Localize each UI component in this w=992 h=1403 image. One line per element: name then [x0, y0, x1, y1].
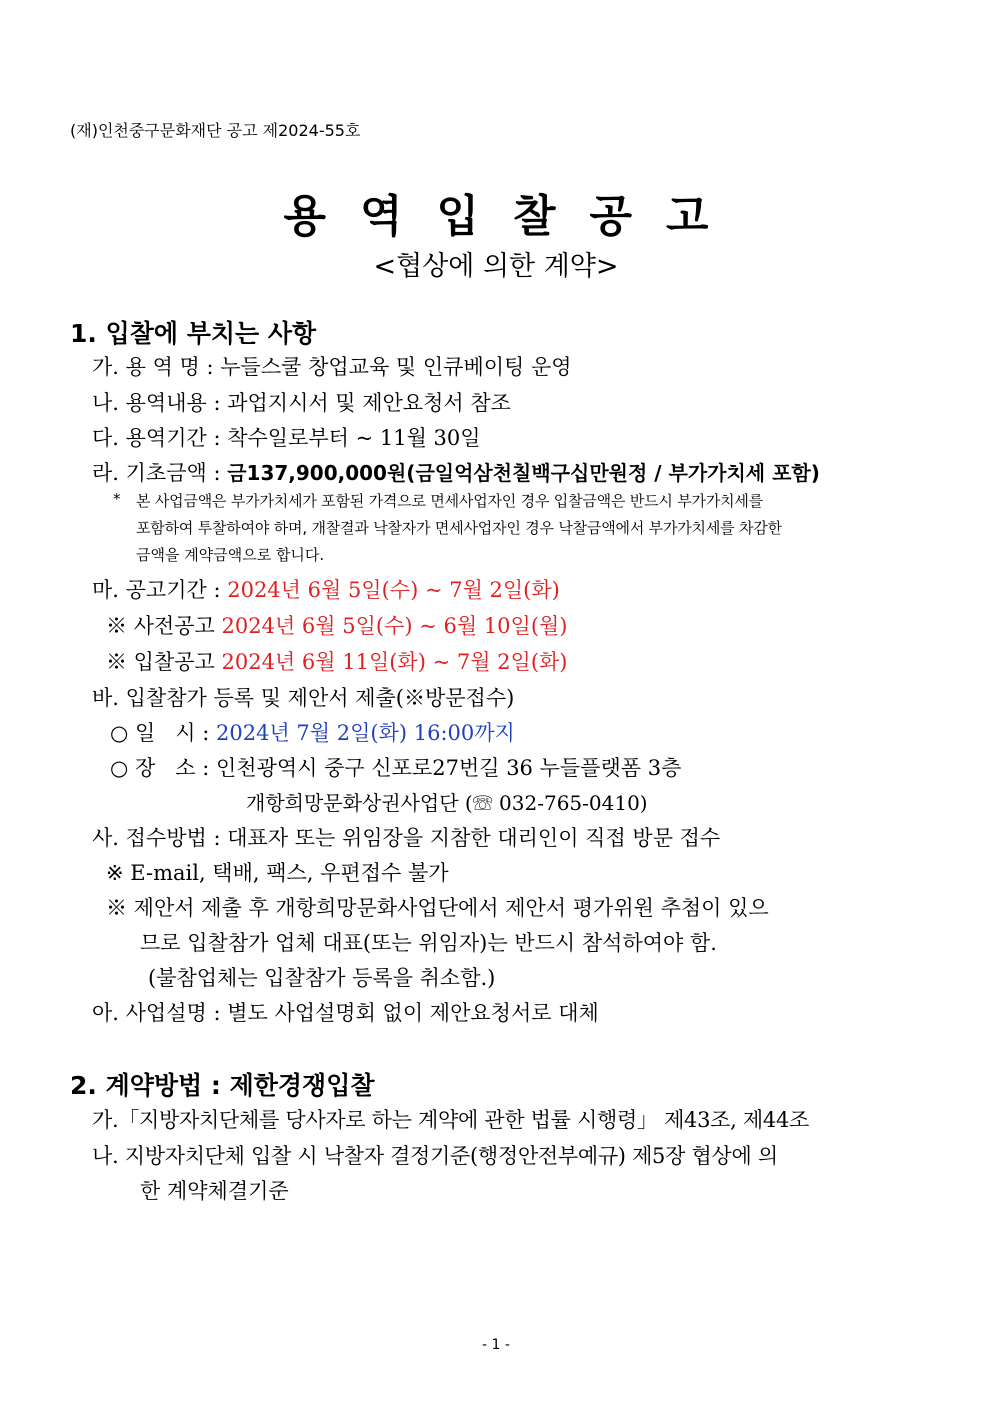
notice-number: (재)인천중구문화재단 공고 제2024-55호 [70, 121, 361, 140]
item-location: ○ 장 소 : 인천광역시 중구 신포로27번길 36 누들플랫폼 3층 [110, 756, 682, 780]
item-base-amount [92, 457, 820, 487]
base-amount-value: 금137,900,000원(금일억삼천칠백구십만원정 / 부가가치세 포함) [227, 461, 820, 485]
note-line-3: 금액을 계약금액으로 합니다. [136, 546, 325, 564]
submission-note-2-line-3: (불참업체는 입찰참가 등록을 취소함.) [148, 966, 496, 990]
note-star: * [113, 490, 121, 508]
item-service-content: 나. 용역내용 : 과업지시서 및 제안요청서 참조 [92, 391, 511, 415]
item-bid-notice [106, 646, 568, 676]
section2-heading: 2. 계약방법 : 제한경쟁입찰 [70, 1071, 375, 1100]
item-pre-notice [106, 610, 568, 640]
pre-notice-label: ※ 사전공고 [106, 614, 222, 638]
contract-criteria-line-1: 나. 지방자치단체 입찰 시 낙찰자 결정기준(행정안전부예규) 제5장 협상에 의 [92, 1144, 778, 1168]
submission-note-2-line-2: 므로 입찰참가 업체 대표(또는 위임자)는 반드시 참석하여야 함. [140, 931, 717, 955]
notice-period-value: 2024년 6월 5일(수) ~ 7월 2일(화) [227, 578, 560, 602]
submission-note-1: ※ E-mail, 택배, 팩스, 우편접수 불가 [106, 861, 449, 885]
submission-note-2-line-1: ※ 제안서 제출 후 개항희망문화사업단에서 제안서 평가위원 추첨이 있으 [106, 896, 769, 920]
note-line-1: 본 사업금액은 부가가치세가 포함된 가격으로 면세사업자인 경우 입찰금액은 반드시 부가가치세를 [136, 492, 764, 510]
item-datetime [110, 717, 515, 747]
bid-notice-value: 2024년 6월 11일(화) ~ 7월 2일(화) [221, 650, 568, 674]
contract-law-reference: 가.「지방자치단체를 당사자로 하는 계약에 관한 법률 시행령」 제43조, 제44조 [92, 1108, 810, 1132]
base-amount-label: 라. 기초금액 : [92, 461, 228, 485]
bid-notice-label: ※ 입찰공고 [106, 650, 222, 674]
pre-notice-value: 2024년 6월 5일(수) ~ 6월 10일(월) [221, 614, 568, 638]
page-title: 용역입찰공고 [283, 191, 743, 242]
item-service-period: 다. 용역기간 : 착수일로부터 ~ 11월 30일 [92, 426, 481, 450]
page-subtitle: <협상에 의한 계약> [373, 251, 619, 282]
contract-criteria-line-2: 한 계약체결기준 [140, 1179, 289, 1203]
item-registration: 바. 입찰참가 등록 및 제안서 제출(※방문접수) [92, 686, 515, 710]
notice-period-label: 마. 공고기간 : [92, 578, 228, 602]
item-notice-period [92, 574, 560, 604]
datetime-value: 2024년 7월 2일(화) 16:00까지 [216, 721, 515, 745]
item-submission-method: 사. 접수방법 : 대표자 또는 위임장을 지참한 대리인이 직접 방문 접수 [92, 826, 721, 850]
item-business-briefing: 아. 사업설명 : 별도 사업설명회 없이 제안요청서로 대체 [92, 1001, 599, 1025]
item-service-name: 가. 용 역 명 : 누들스쿨 창업교육 및 인큐베이팅 운영 [92, 355, 572, 379]
datetime-label: ○ 일 시 : [110, 721, 217, 745]
item-location-detail: 개항희망문화상권사업단 (☏ 032-765-0410) [246, 791, 648, 815]
section1-heading: 1. 입찰에 부치는 사항 [70, 319, 317, 348]
note-line-2: 포함하여 투찰하여야 하며, 개찰결과 낙찰자가 면세사업자인 경우 낙찰금액에서 부가가치세를 차감한 [136, 519, 782, 537]
page-number: - 1 - [482, 1337, 510, 1353]
